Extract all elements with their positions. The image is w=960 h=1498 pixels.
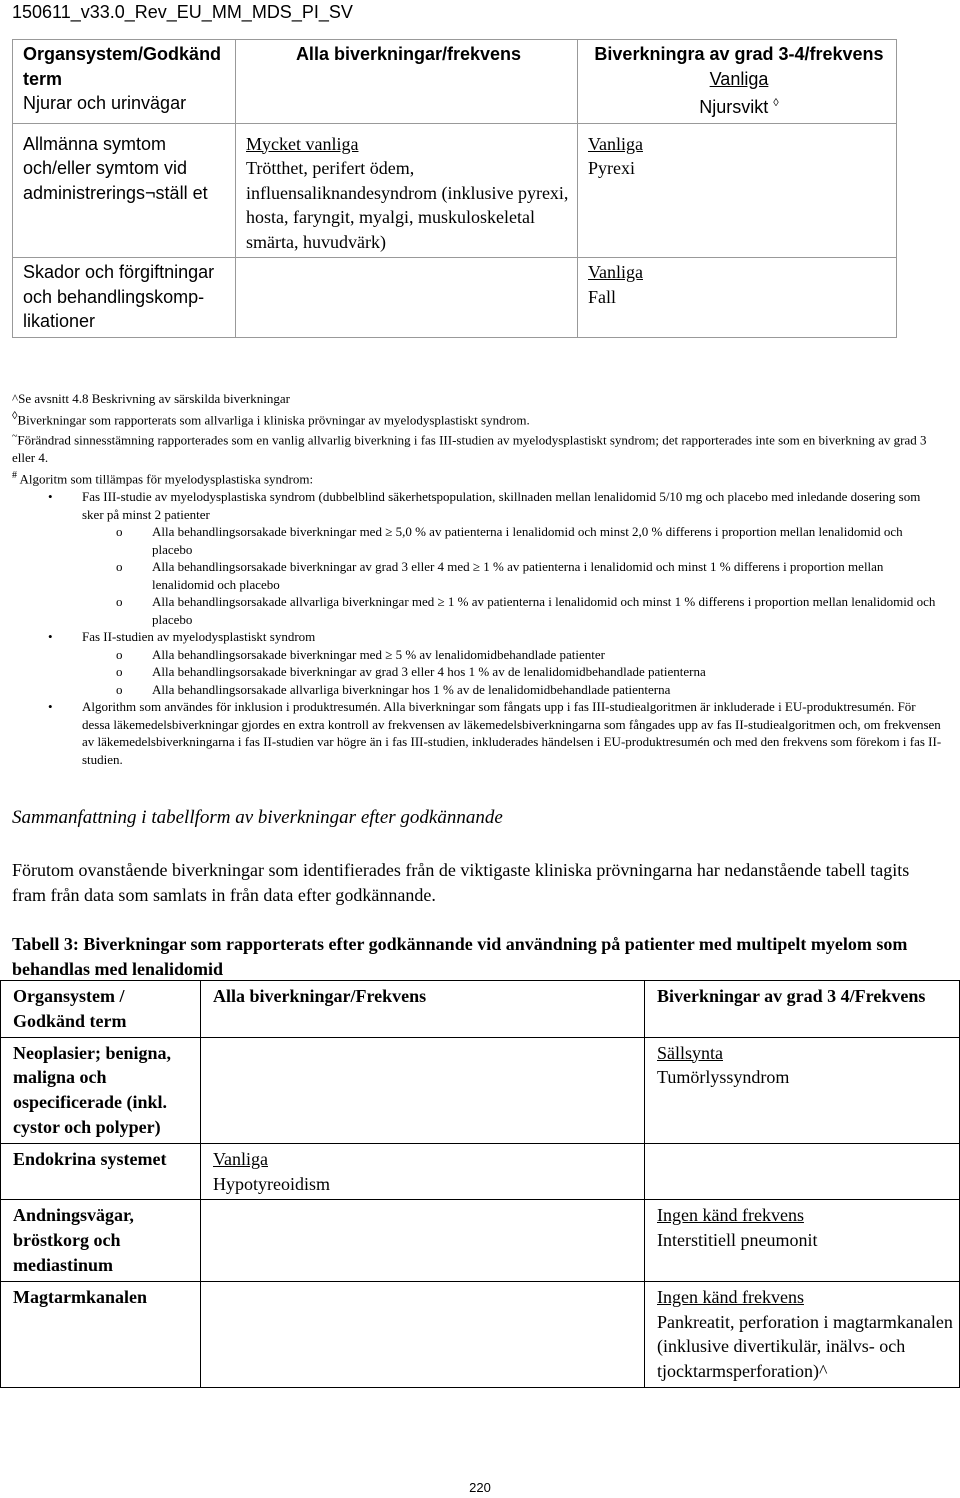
column-header-grade: Biverkningar av grad 3 4/Frekvens <box>657 986 926 1006</box>
footnotes <box>12 390 942 768</box>
list-item <box>12 698 942 768</box>
organ-class-label: Njurar och urinvägar <box>23 93 187 113</box>
circle-bullet-icon: o <box>116 664 123 680</box>
table-row <box>1 1200 960 1281</box>
frequency-label: Vanliga <box>588 262 643 282</box>
frequency-label: Ingen känd frekvens <box>657 1205 804 1226</box>
table-cell <box>201 1281 645 1387</box>
circle-bullet-icon: o <box>116 681 123 697</box>
table-cell <box>645 1037 960 1143</box>
adverse-term: Interstitiell pneumonit <box>657 1230 818 1251</box>
adverse-term-text: Njursvikt <box>699 97 769 117</box>
list-item-text: Fas II-studien av myelodysplastiskt syndrom <box>82 629 316 645</box>
frequency-label: Ingen känd frekvens <box>657 1286 804 1307</box>
table-caption: Tabell 3: Biverkningar som rapporterats efter godkännande vid användning på patienter med multipelt myelom som behandlas med lenalidomid <box>12 934 908 979</box>
table-row <box>1 981 960 1038</box>
list-item <box>12 593 942 628</box>
list-item-text: Alla behandlingsorsakade biverkningar med ≥ 5 % av lenalidomidbehandlade patienter <box>152 646 605 662</box>
table-row <box>13 40 897 124</box>
organ-class-label: Endokrina systemet <box>13 1148 167 1169</box>
table-row <box>13 258 897 338</box>
bullet-icon: • <box>48 699 53 715</box>
circle-bullet-icon: o <box>116 559 123 575</box>
frequency-label: Vanliga <box>588 133 643 154</box>
table-cell <box>1 1200 201 1281</box>
table-cell <box>1 981 201 1038</box>
adverse-term: Tumörlyssyndrom <box>657 1067 790 1088</box>
footnote-diamond <box>12 408 942 429</box>
table-cell <box>1 1037 201 1143</box>
list-item <box>12 663 942 681</box>
footnote-marker: ◊ <box>773 97 779 109</box>
bullet-icon: • <box>48 489 53 505</box>
section-heading: Sammanfattning i tabellform av biverkningar efter godkännande <box>12 807 503 828</box>
list-item <box>12 628 942 646</box>
list-item <box>12 646 942 664</box>
table-cell <box>201 1037 645 1143</box>
table-row <box>1 1281 960 1387</box>
adverse-term: Hypotyreoidism <box>213 1173 330 1194</box>
list-item-text: Fas III-studie av myelodysplastiska syndrom (dubbelblind säkerhetspopulation, skillnaden mellan lenalidomid 5/10 mg och placebo med inledande dosering som sker på minst 2 patienter <box>82 489 921 522</box>
list-item-text: Alla behandlingsorsakade biverkningar av grad 3 eller 4 hos 1 % av de lenalidomidbehandlade patienterna <box>152 664 706 680</box>
list-item <box>12 558 942 593</box>
footnote-marker: ◊ <box>12 409 18 422</box>
footnote-marker: # <box>12 469 17 481</box>
footnote-text: Biverkningar som rapporterats som allvarliga i kliniska prövningar av myelodysplastiskt syndrom. <box>17 411 530 427</box>
intro-paragraph: Förutom ovanstående biverkningar som identifierades från de viktigaste kliniska prövningarna har nedanstående tabell tagits fram från data som samlats in från data efter godkännande. <box>12 860 910 905</box>
organ-class-label: Skador och förgiftningar och behandlingskomp-likationer <box>23 262 215 331</box>
table-cell <box>201 1143 645 1200</box>
footnote-see-section: ^Se avsnitt 4.8 Beskrivning av särskilda biverkningar <box>12 391 290 406</box>
table-cell <box>13 40 236 124</box>
list-item-text: Alla behandlingsorsakade biverkningar av grad 3 eller 4 med ≥ 1 % av patienterna i lenalidomid och minst 1 % differens i proportion mellan lenalidomid och placebo <box>152 559 884 592</box>
adverse-term: Fall <box>588 286 617 307</box>
algorithm-list <box>12 488 942 768</box>
table-cell <box>13 123 236 258</box>
table-cell <box>578 123 897 258</box>
adverse-term: Trötthet, perifert ödem, influensaliknandesyndrom (inklusive pyrexi, hosta, faryngit, myalgi, muskuloskeletal smärta, huvudvärk) <box>246 158 569 252</box>
list-item-text: Alla behandlingsorsakade biverkningar med ≥ 5,0 % av patienterna i lenalidomid och minst 2,0 % differens i proportion mellan lenalidomid och placebo <box>152 524 903 557</box>
table-cell <box>645 1281 960 1387</box>
bullet-icon: • <box>48 629 53 645</box>
table-cell <box>578 40 897 124</box>
footnote-hash <box>12 467 942 488</box>
column-header-grade: Biverkningra av grad 3-4/frekvens <box>594 44 884 64</box>
organ-class-label: Magtarmkanalen <box>13 1286 147 1307</box>
table-cell <box>645 1200 960 1281</box>
adverse-term: Pyrexi <box>588 158 635 178</box>
frequency-label: Sällsynta <box>657 1042 723 1063</box>
frequency-label: Vanliga <box>213 1148 268 1169</box>
organ-class-label: Neoplasier; benigna, maligna och ospecificerade (inkl. cystor och polyper) <box>13 1042 172 1137</box>
table-cell <box>236 40 578 124</box>
list-item-text: Algorithm som användes för inklusion i produktresumén. Alla biverkningar som fångats upp i fas III-studiealgoritmen är inkluderade i EU-produktresumén. För dessa läkemedelsbiverkningar gjordes en extra kontroll av frekvensen av läkemedelsbiverkningarna som fångades upp av fas II-studiealgoritmen och, om frekvensen av läkemedelsbiverkningarna i fas II-studien var högre än i fas III-studien, inkluderades händelsen i EU-produktresumén och med den frekvens som förekom i fas II-studien. <box>82 699 942 767</box>
frequency-label: Mycket vanliga <box>246 133 359 154</box>
page-number: 220 <box>469 1480 491 1495</box>
table-cell <box>13 258 236 338</box>
table-cell <box>1 1281 201 1387</box>
table-cell <box>201 981 645 1038</box>
footnote-text: Förändrad sinnesstämning rapporterades som en vanlig allvarlig biverkning i fas III-studien av myelodysplastiskt syndrom; det rapporterades inte som en biverkning av grad 3 eller 4. <box>12 432 927 466</box>
table-cell <box>236 258 578 338</box>
list-item-text: Alla behandlingsorsakade allvarliga biverkningar med ≥ 1 % av patienterna i lenalidomid och minst 1 % differens i proportion mellan lenalidomid och placebo <box>152 594 936 627</box>
table-cell <box>645 981 960 1038</box>
table-row <box>1 1037 960 1143</box>
column-header-all: Alla biverkningar/Frekvens <box>213 986 427 1006</box>
footnote-text: Algoritm som tillämpas för myelodysplastiska syndrom: <box>17 470 314 486</box>
post-marketing-adverse-reactions-table <box>0 980 960 1388</box>
adverse-reactions-table-mds <box>12 39 897 338</box>
adverse-term: Pankreatit, perforation i magtarmkanalen (inklusive divertikulär, inälvs- och tjocktarmsperforation)^ <box>657 1311 953 1382</box>
list-item <box>12 488 942 523</box>
column-header-organ: Organsystem/Godkänd term <box>23 44 222 89</box>
column-header-all: Alla biverkningar/frekvens <box>295 44 522 64</box>
circle-bullet-icon: o <box>116 594 123 610</box>
footnote-marker: ~ <box>12 431 18 443</box>
footnote-tilde <box>12 428 942 466</box>
table-cell <box>645 1143 960 1200</box>
adverse-term <box>588 91 890 120</box>
circle-bullet-icon: o <box>116 646 123 662</box>
table-row <box>1 1143 960 1200</box>
organ-class-label: Allmänna symtom och/eller symtom vid administrerings¬ställ et <box>23 133 208 203</box>
document-header: 150611_v33.0_Rev_EU_MM_MDS_PI_SV <box>12 2 353 22</box>
table-cell <box>1 1143 201 1200</box>
organ-class-label: Andningsvägar, bröstkorg och mediastinum <box>13 1205 134 1275</box>
table-cell <box>578 258 897 338</box>
list-item-text: Alla behandlingsorsakade allvarliga biverkningar hos 1 % av de lenalidomidbehandlade patienterna <box>152 681 671 697</box>
list-item <box>12 523 942 558</box>
frequency-label: Vanliga <box>709 68 769 89</box>
column-header-organ: Organsystem / Godkänd term <box>13 986 127 1031</box>
circle-bullet-icon: o <box>116 524 123 540</box>
table-cell <box>236 123 578 258</box>
list-item <box>12 681 942 699</box>
table-row <box>13 123 897 258</box>
table-cell <box>201 1200 645 1281</box>
